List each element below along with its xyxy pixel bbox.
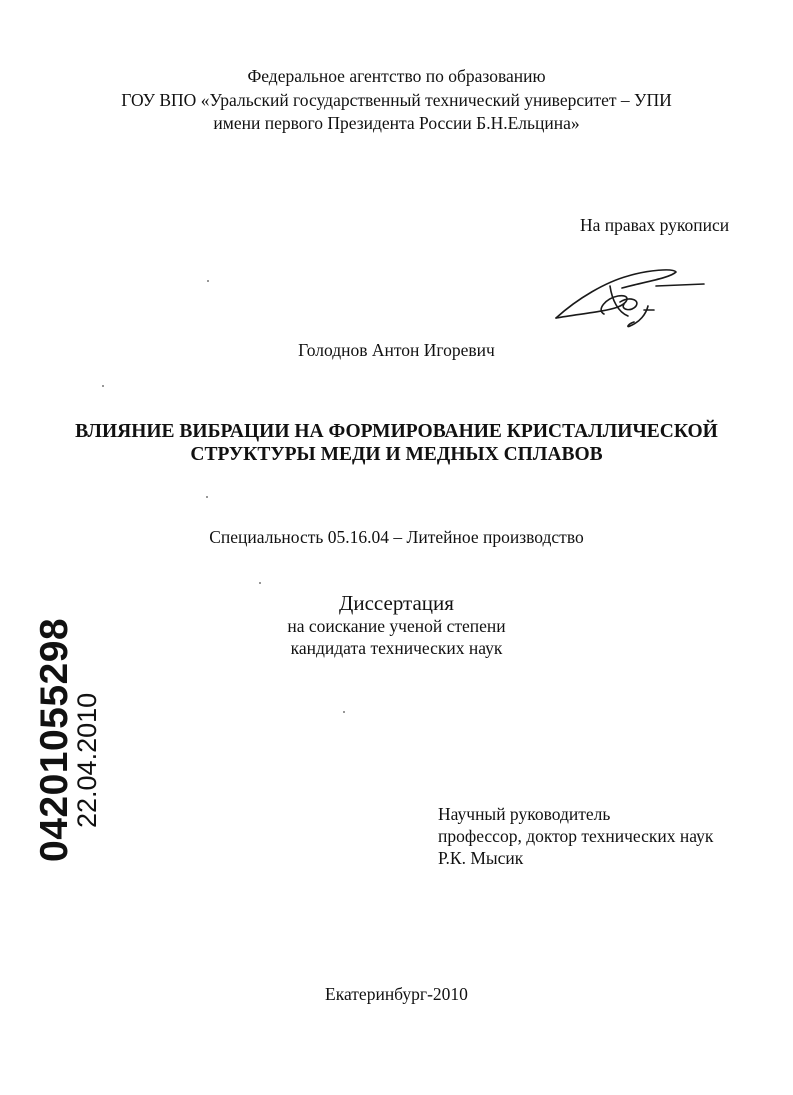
scan-speck bbox=[259, 582, 261, 584]
dissertation-title-line-2: СТРУКТУРЫ МЕДИ И МЕДНЫХ СПЛАВОВ bbox=[190, 444, 603, 465]
degree-line-2: кандидата технических наук bbox=[290, 638, 503, 658]
scan-speck bbox=[102, 385, 104, 387]
document-type: Диссертация bbox=[339, 591, 454, 615]
scan-speck bbox=[207, 280, 209, 282]
organization-line-3: имени первого Президента России Б.Н.Ельцина» bbox=[213, 113, 580, 133]
organization-line-2: ГОУ ВПО «Уральский государственный технический университет – УПИ bbox=[121, 90, 672, 110]
supervisor-position: профессор, доктор технических наук bbox=[438, 826, 714, 846]
place-and-year: Екатеринбург-2010 bbox=[325, 984, 468, 1004]
supervisor-label: Научный руководитель bbox=[438, 804, 611, 824]
signature bbox=[548, 262, 718, 334]
dissertation-title-line-1: ВЛИЯНИЕ ВИБРАЦИИ НА ФОРМИРОВАНИЕ КРИСТАЛЛИЧЕСКОЙ bbox=[75, 421, 718, 442]
organization-line-1: Федеральное агентство по образованию bbox=[247, 66, 546, 86]
degree-line-1: на соискание ученой степени bbox=[287, 616, 506, 636]
library-stamp-date: 22.04.2010 bbox=[72, 692, 102, 828]
scan-speck bbox=[206, 496, 208, 498]
scan-speck bbox=[343, 711, 345, 713]
supervisor-name: Р.К. Мысик bbox=[438, 848, 524, 868]
manuscript-note: На правах рукописи bbox=[580, 215, 730, 235]
author-name: Голоднов Антон Игоревич bbox=[298, 340, 495, 360]
library-stamp-number: 04201055298 bbox=[33, 617, 76, 862]
specialty: Специальность 05.16.04 – Литейное производство bbox=[209, 527, 584, 547]
